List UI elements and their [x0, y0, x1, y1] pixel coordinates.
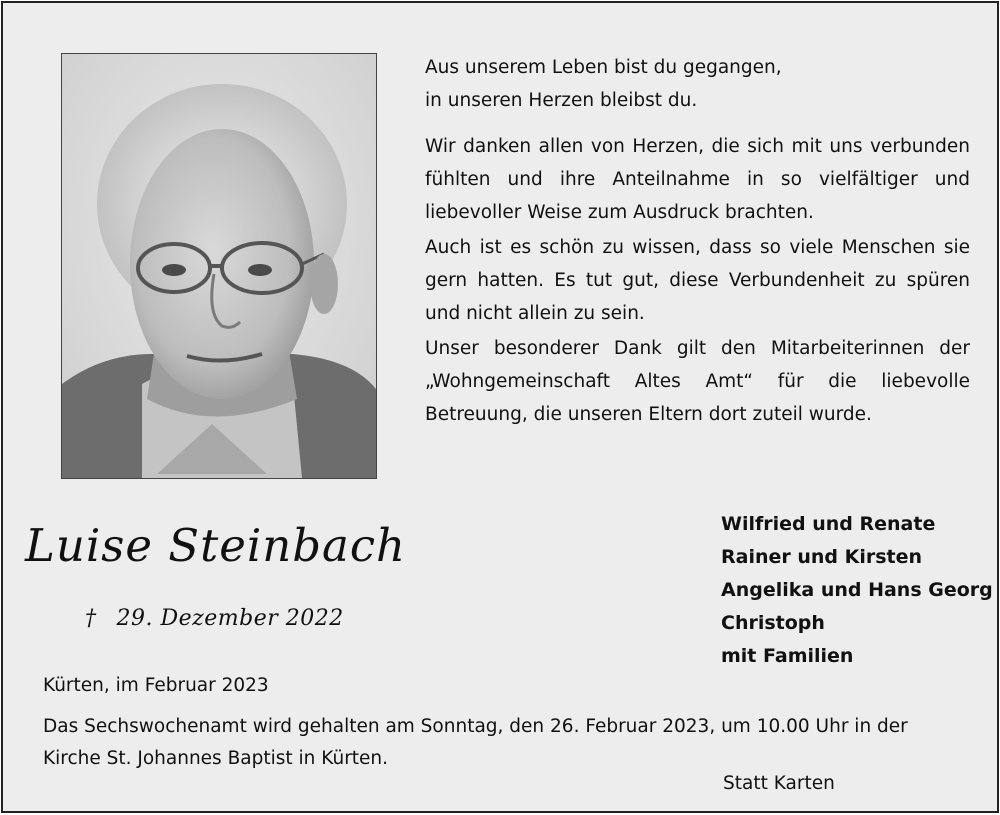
family-member: Angelika und Hans Georg: [721, 579, 993, 601]
obituary-card: [1, 1, 999, 813]
text-block: [425, 51, 970, 431]
paragraph-loved: Auch ist es schön zu wissen, dass so viele Menschen sie gern hatten. Es tut gut, diese Verbundenheit zu spüren und nicht allein zu sein.: [425, 237, 970, 324]
poem-line-1: Aus unserem Leben bist du gegangen,: [425, 57, 782, 78]
paragraph-special-thanks: Unser besonderer Dank gilt den Mitarbeiterinnen der „Wohngemeinschaft Altes Amt“ für die liebevolle Betreuung, die unseren Eltern dort zuteil wurde.: [425, 338, 970, 425]
poem-line-2: in unseren Herzen bleibst du.: [425, 90, 698, 111]
family-list: [721, 508, 993, 673]
family-member: Christoph: [721, 612, 825, 634]
place-date: Kürten, im Februar 2023: [43, 675, 269, 696]
footer-note: Statt Karten: [723, 773, 835, 794]
paragraph-thanks: Wir danken allen von Herzen, die sich mit uns verbunden fühlten und ihre Anteilnahme in so vielfältiger und liebevoller Weise zum Ausdruck brachten.: [425, 136, 970, 223]
cross-symbol: †: [85, 606, 97, 631]
portrait-photo: [61, 53, 377, 479]
death-date-line: [85, 606, 344, 631]
family-member: mit Familien: [721, 645, 854, 667]
portrait-image: [62, 54, 376, 478]
mass-notice: Das Sechswochenamt wird gehalten am Sonntag, den 26. Februar 2023, um 10.00 Uhr in der Kirche St. Johannes Baptist in Kürten.: [43, 716, 908, 769]
family-member: Wilfried und Renate: [721, 513, 936, 535]
death-date: 29. Dezember 2022: [116, 606, 344, 631]
family-member: Rainer und Kirsten: [721, 546, 923, 568]
deceased-name: Luise Steinbach: [25, 519, 407, 572]
